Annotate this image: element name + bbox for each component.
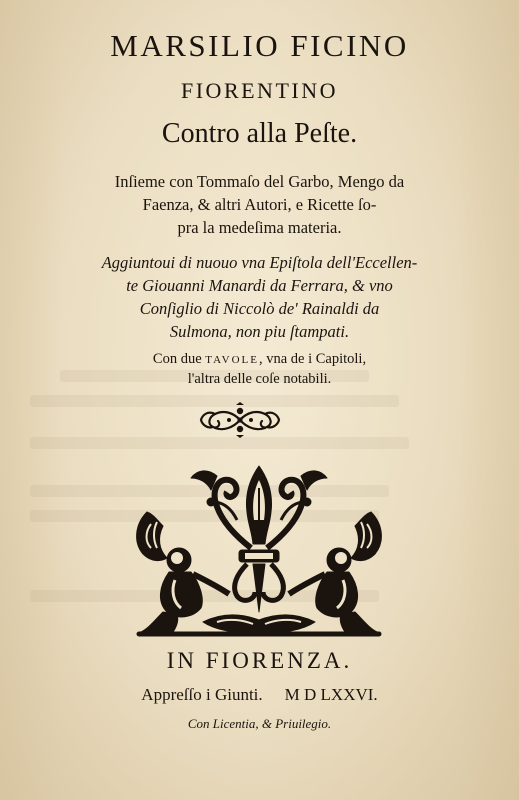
title-origin: FIORENTINO — [181, 78, 338, 103]
addition-line: Sulmona, non piu ſtampati. — [169, 322, 350, 341]
imprint-year: M D LXXVI. — [284, 685, 378, 704]
tables-suffix: , vna de i Capitoli, — [258, 351, 367, 367]
florentine-lily-with-putti-icon — [133, 462, 385, 640]
subtitle-line: Inſieme con Tommaſo del Garbo, Mengo da — [114, 172, 405, 191]
tables-prefix: Con due — [152, 351, 202, 367]
addition-line: Conſiglio di Niccolò de' Rainaldi da — [139, 299, 380, 318]
subtitle-line: pra la medeſima materia. — [177, 218, 342, 237]
tables-word: TAVOLE — [205, 354, 259, 366]
title-work: Contro alla Peſte. — [161, 118, 358, 149]
tables-line — [0, 351, 519, 368]
bleed-through — [30, 437, 409, 449]
imprint-printer-line — [0, 685, 519, 705]
floral-fleuron-icon — [199, 402, 281, 438]
addition-line: te Giouanni Manardi da Ferrara, & vno — [126, 276, 393, 295]
tables-line-2: l'altra delle coſe notabili. — [187, 371, 332, 387]
subtitle-line: Faenza, & altri Autori, e Ricette ſo- — [142, 195, 377, 214]
imprint-city: IN FIORENZA. — [166, 648, 353, 673]
imprint-printer: Appreſſo i Giunti. — [141, 685, 263, 704]
title-author: MARSILIO FICINO — [110, 28, 409, 63]
addition-line: Aggiuntoui di nuouo vna Epiſtola dell'Eccellen- — [101, 253, 418, 272]
imprint-license: Con Licentia, & Priuilegio. — [187, 716, 332, 731]
